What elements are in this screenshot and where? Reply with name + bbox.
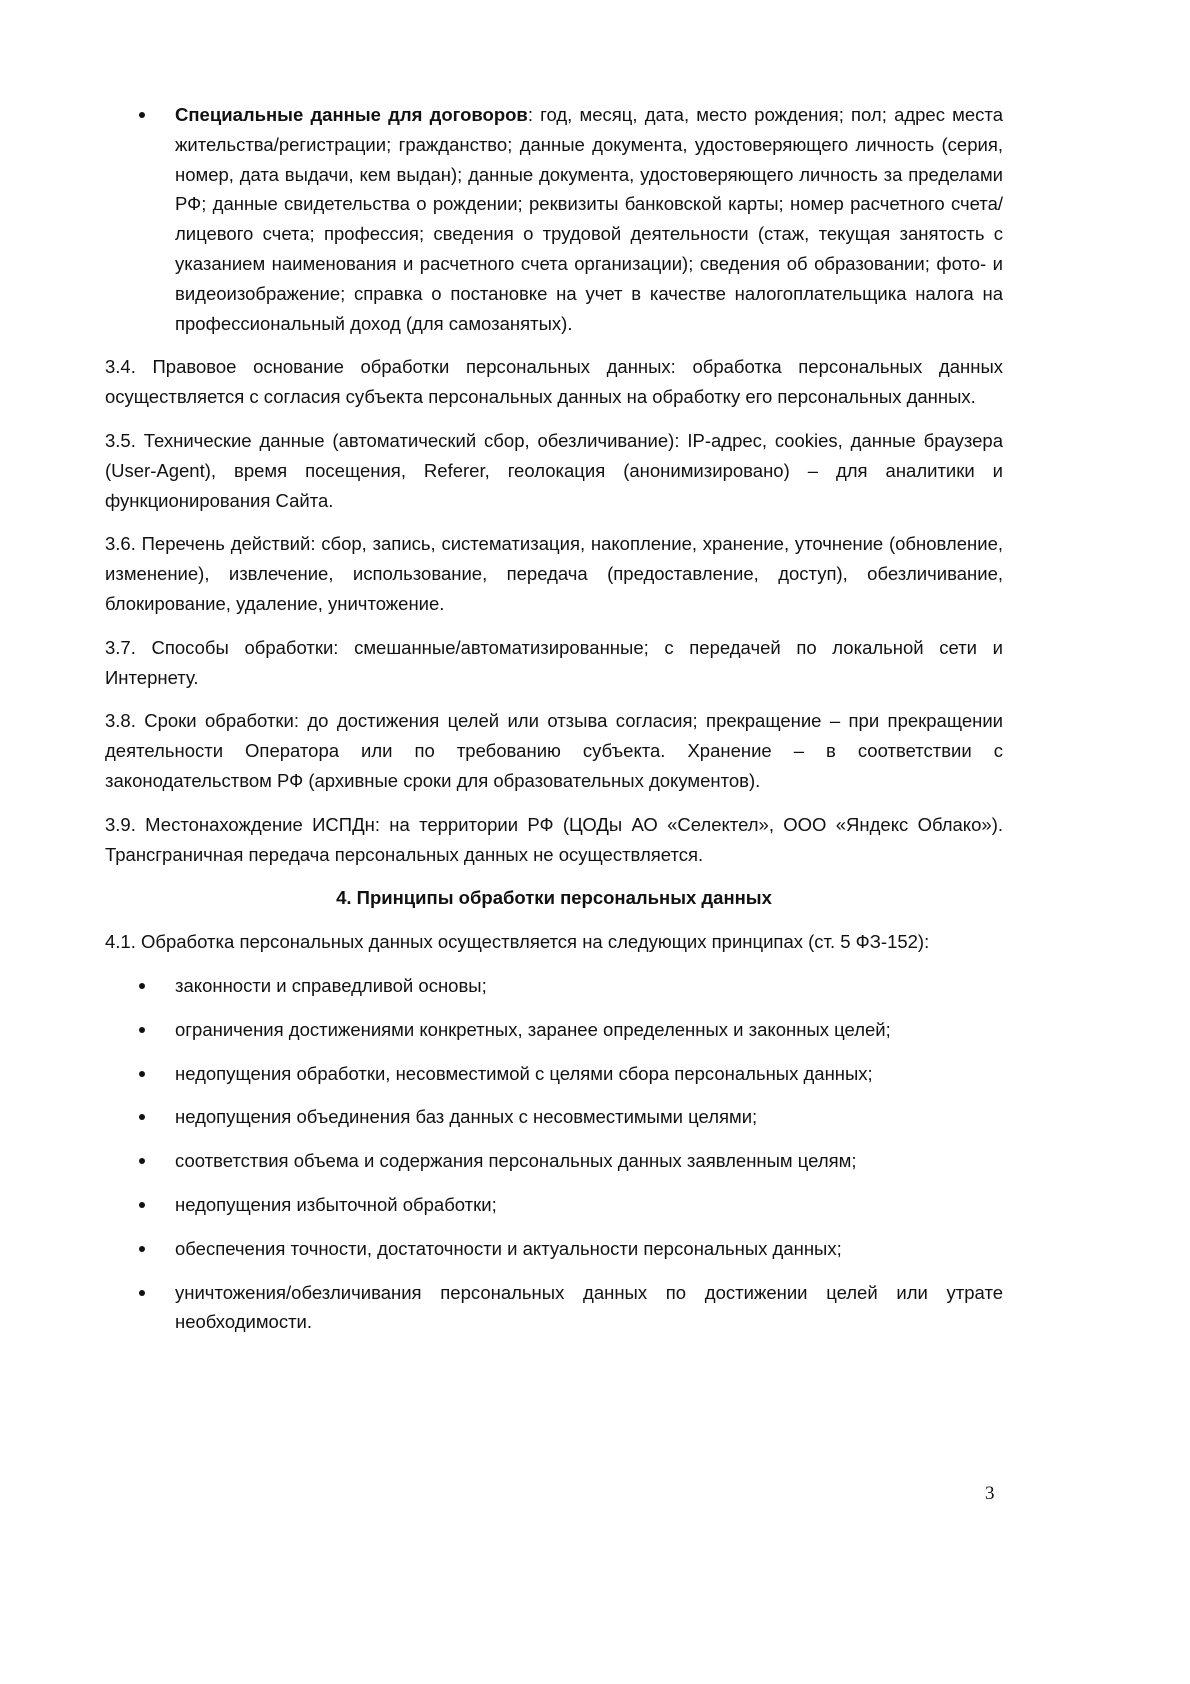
bullet-icon bbox=[139, 1290, 145, 1296]
bullet-icon bbox=[139, 1246, 145, 1252]
principle-text: законности и справедливой основы; bbox=[175, 974, 487, 996]
paragraph-3-4: 3.4. Правовое основание обработки персональных данных: обработка персональных данных осуществляется с согласия субъекта персональных данных на обработку его персональных данных. bbox=[105, 356, 1003, 408]
principle-text: недопущения объединения баз данных с несовместимыми целями; bbox=[175, 1106, 758, 1128]
principle-text: ограничения достижениями конкретных, заранее определенных и законных целей; bbox=[175, 1018, 891, 1040]
list-item bbox=[105, 1146, 1003, 1176]
list-item bbox=[105, 1015, 1003, 1045]
principles-list bbox=[105, 971, 1003, 1337]
paragraph-3-8: 3.8. Сроки обработки: до достижения целей или отзыва согласия; прекращение – при прекращении деятельности Оператора или по требованию субъекта. Хранение – в соответствии с законодательством РФ (архивные сроки для образовательных документов). bbox=[105, 710, 1003, 791]
bullet-icon bbox=[139, 1114, 145, 1120]
page-number: 3 bbox=[985, 1483, 995, 1504]
principle-text: недопущения обработки, несовместимой с целями сбора персональных данных; bbox=[175, 1062, 873, 1084]
bullet-icon bbox=[139, 1071, 145, 1077]
principle-text: недопущения избыточной обработки; bbox=[175, 1193, 497, 1215]
principle-text: соответствия объема и содержания персональных данных заявленным целям; bbox=[175, 1150, 857, 1172]
special-data-text: : год, месяц, дата, место рождения; пол; адрес места жительства/регистрации; гражданство; данные документа, удостоверяющего личность (серия, номер, дата выдачи, кем выдан); данные документа, удостоверяющего личность за пределами РФ; данные свидетельства о рождении; реквизиты банковской карты; номер расчетного счета/лицевого счета; профессия; сведения о трудовой деятельности (стаж, текущая занятость с указанием наименования и расчетного счета организации); сведения об образовании; фото- и видеоизображение; справка о постановке на учет в качестве налогоплательщика налога на профессиональный доход (для самозанятых). bbox=[175, 104, 1003, 334]
special-data-list bbox=[105, 100, 1003, 338]
list-item bbox=[105, 1278, 1003, 1338]
bullet-icon bbox=[139, 112, 145, 118]
list-item bbox=[105, 1190, 1003, 1220]
section-heading-4: 4. Принципы обработки персональных данных bbox=[336, 887, 772, 909]
list-item bbox=[105, 1102, 1003, 1132]
bullet-icon bbox=[139, 1027, 145, 1033]
paragraph-3-9: 3.9. Местонахождение ИСПДн: на территории РФ (ЦОДы АО «Селектел», ООО «Яндекс Облако»). Трансграничная передача персональных данных не осуществляется. bbox=[105, 813, 1003, 865]
list-item bbox=[105, 1234, 1003, 1264]
principle-text: уничтожения/обезличивания персональных данных по достижении целей или утрате необходимости. bbox=[175, 1281, 1003, 1333]
paragraph-3-5: 3.5. Технические данные (автоматический сбор, обезличивание): IP-адрес, cookies, данные браузера (User-Agent), время посещения, Referer, геолокация (анонимизировано) – для аналитики и функционирования Сайта. bbox=[105, 429, 1003, 511]
bullet-icon bbox=[139, 983, 145, 989]
list-item-special-data bbox=[105, 100, 1003, 338]
principle-text: обеспечения точности, достаточности и актуальности персональных данных; bbox=[175, 1237, 842, 1259]
list-item bbox=[105, 971, 1003, 1001]
paragraph-4-1: 4.1. Обработка персональных данных осуществляется на следующих принципах (ст. 5 ФЗ-152): bbox=[105, 931, 930, 953]
bullet-icon bbox=[139, 1158, 145, 1164]
document-page bbox=[105, 100, 1003, 1351]
bullet-icon bbox=[139, 1202, 145, 1208]
list-item bbox=[105, 1059, 1003, 1089]
paragraph-3-7: 3.7. Способы обработки: смешанные/автоматизированные; с передачей по локальной сети и Интернету. bbox=[105, 636, 1003, 688]
special-data-label: Специальные данные для договоров bbox=[175, 104, 528, 125]
paragraph-3-6: 3.6. Перечень действий: сбор, запись, систематизация, накопление, хранение, уточнение (обновление, изменение), извлечение, использование, передача (предоставление, доступ), обезличивание, блокирование, удаление, уничтожение. bbox=[105, 533, 1003, 614]
